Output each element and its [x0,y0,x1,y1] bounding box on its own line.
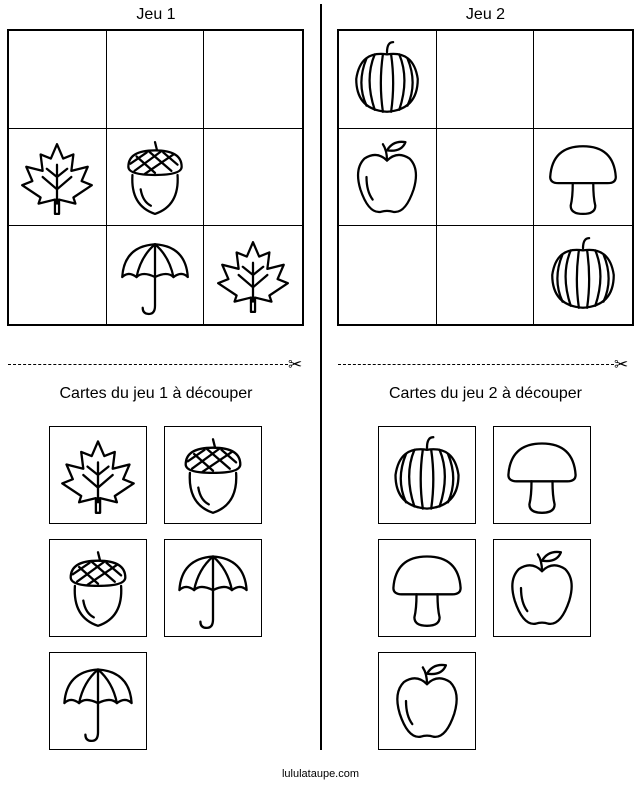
acorn-icon [114,136,196,218]
mushroom-icon [542,136,624,218]
game2-cards-title: Cartes du jeu 2 à découper [388,385,582,402]
game1-card[interactable] [49,652,147,750]
mushroom-icon [500,433,584,517]
scissors-icon: ✂ [288,355,303,374]
game2-grid-cell [437,31,535,129]
acorn-icon [56,546,140,630]
game2-grid-cell [339,31,437,129]
apple-icon [346,136,428,218]
game2-grid-cell [437,226,535,324]
pumpkin-icon [542,234,624,316]
umbrella-icon [56,659,140,743]
umbrella-icon [171,546,255,630]
maple-leaf-icon [16,136,98,218]
umbrella-icon [114,234,196,316]
game1-grid-cell [204,226,302,324]
maple-leaf-icon [212,234,294,316]
game2-grid-cell [534,31,632,129]
mushroom-icon [385,546,469,630]
game1-title: Jeu 1 [136,6,176,23]
game1-cards-title: Cartes du jeu 1 à découper [59,385,253,402]
game1-card[interactable] [49,539,147,637]
game2-card[interactable] [378,539,476,637]
game2-card[interactable] [378,652,476,750]
cut-line-left [8,364,288,365]
game2-grid-cell [534,129,632,227]
game1-grid-cell [204,129,302,227]
apple-icon [500,546,584,630]
game2-card[interactable] [378,426,476,524]
footer-site: lululataupe.com [281,768,360,780]
game1-grid-cell [204,31,302,129]
game2-title: Jeu 2 [465,6,506,23]
maple-leaf-icon [56,433,140,517]
scissors-icon: ✂ [614,355,629,374]
cut-line-right [338,364,614,365]
game1-grid-cell [9,31,107,129]
game1-card[interactable] [49,426,147,524]
game1-grid-cell [107,31,205,129]
game1-card[interactable] [164,426,262,524]
game2-card[interactable] [493,426,591,524]
pumpkin-icon [385,433,469,517]
game2-grid [337,29,634,326]
acorn-icon [171,433,255,517]
game1-grid-cell [9,226,107,324]
game2-grid-cell [339,226,437,324]
game2-card[interactable] [493,539,591,637]
pumpkin-icon [346,38,428,120]
apple-icon [385,659,469,743]
center-divider [320,4,322,750]
game1-grid-cell [107,226,205,324]
game1-grid-cell [9,129,107,227]
game2-grid-cell [339,129,437,227]
game2-grid-cell [534,226,632,324]
game1-grid [7,29,304,326]
game1-card[interactable] [164,539,262,637]
game2-grid-cell [437,129,535,227]
game1-grid-cell [107,129,205,227]
